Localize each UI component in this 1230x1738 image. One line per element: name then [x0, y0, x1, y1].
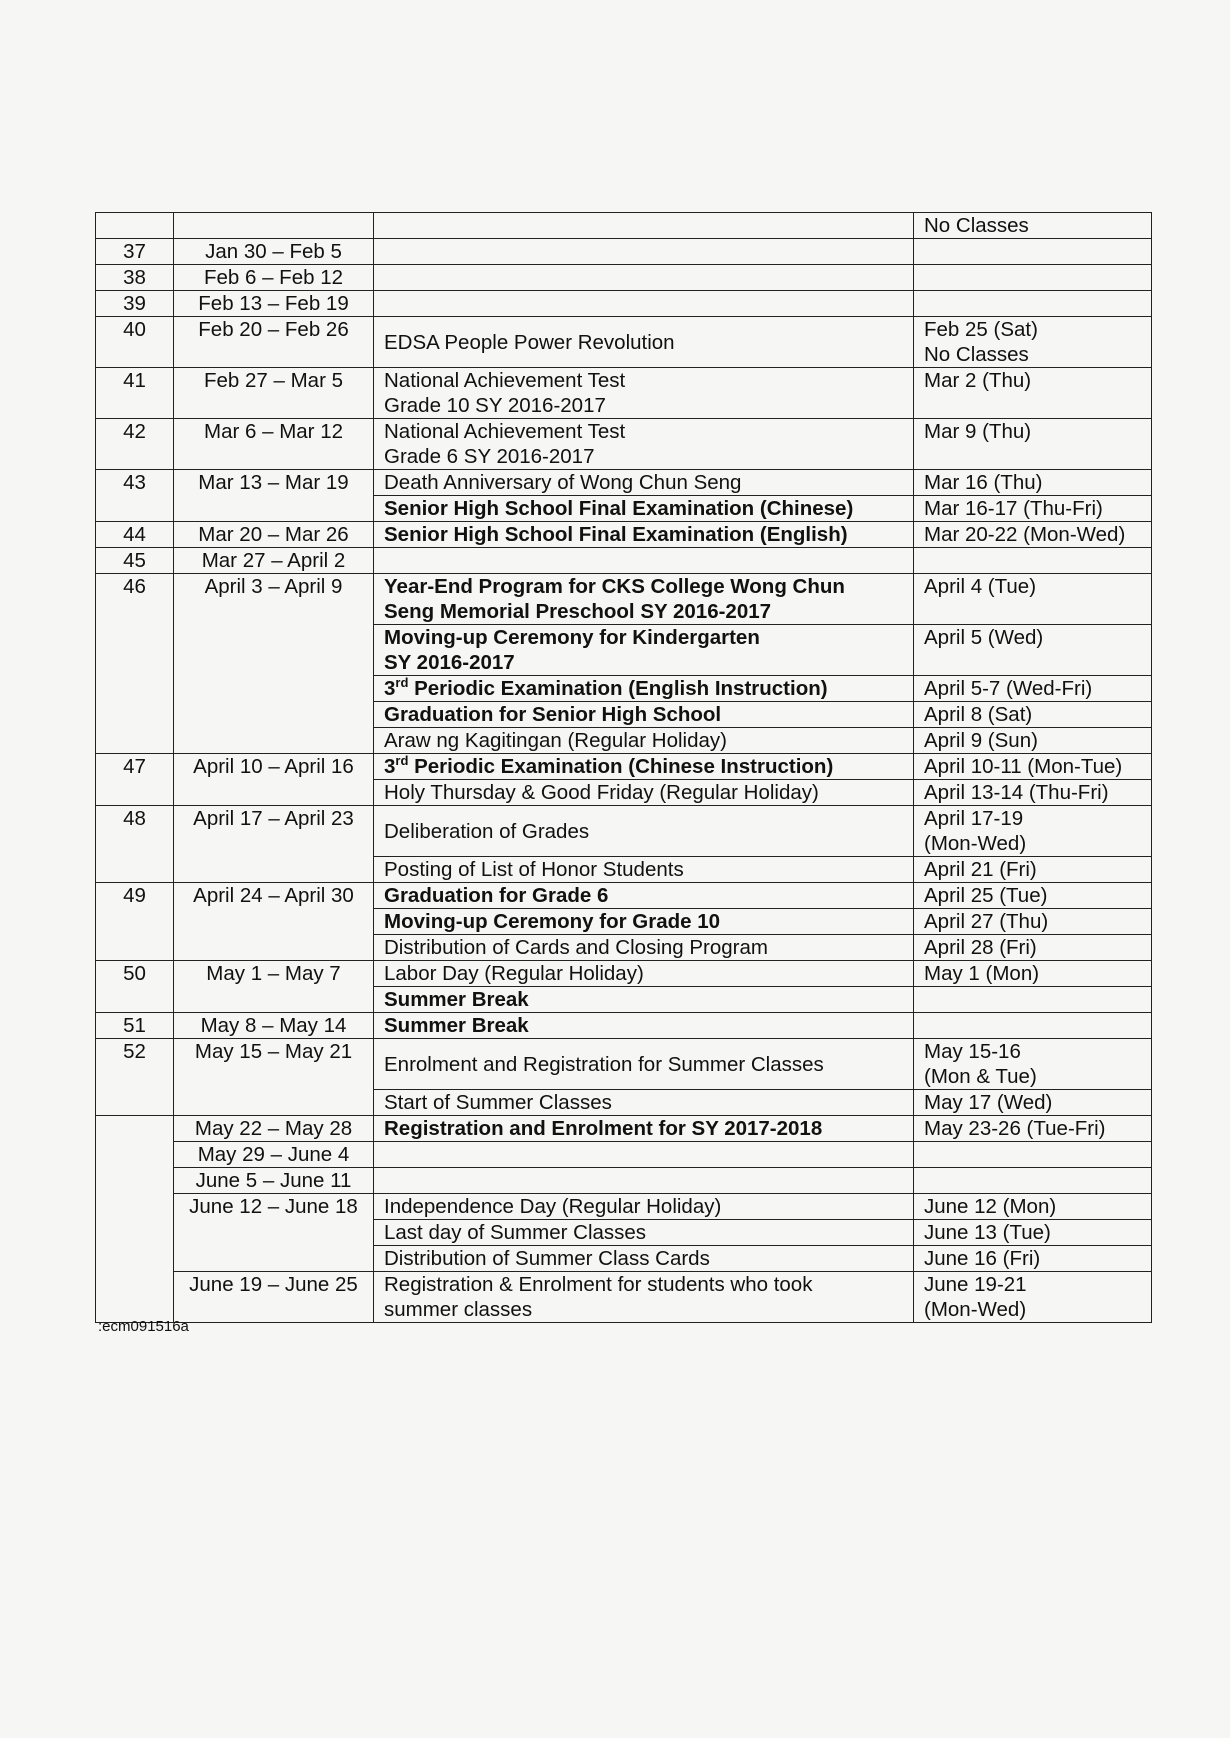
dates-cell: Mar 20 – Mar 26	[174, 522, 374, 548]
dates-cell: April 17 – April 23	[174, 806, 374, 883]
week-cell: 47	[96, 754, 174, 806]
dates-cell	[174, 213, 374, 239]
table-row	[96, 1194, 1152, 1220]
event-cell: Posting of List of Honor Students	[374, 857, 914, 883]
event-cell: Independence Day (Regular Holiday)	[374, 1194, 914, 1220]
date-cell: May 23-26 (Tue-Fri)	[914, 1116, 1152, 1142]
event-cell	[374, 754, 914, 780]
week-cell: 51	[96, 1013, 174, 1039]
dates-cell: May 22 – May 28	[174, 1116, 374, 1142]
week-cell: 49	[96, 883, 174, 961]
event-text: Periodic Examination (Chinese Instruction)	[408, 755, 834, 778]
event-line: summer classes	[384, 1298, 533, 1321]
date-cell	[914, 1013, 1152, 1039]
table-row	[96, 1142, 1152, 1168]
date-cell: Mar 20-22 (Mon-Wed)	[914, 522, 1152, 548]
week-cell: 40	[96, 317, 174, 368]
date-cell: April 5-7 (Wed-Fri)	[914, 676, 1152, 702]
event-cell	[374, 419, 914, 470]
table-row	[96, 522, 1152, 548]
table-row	[96, 1013, 1152, 1039]
date-cell: April 10-11 (Mon-Tue)	[914, 754, 1152, 780]
date-cell: June 12 (Mon)	[914, 1194, 1152, 1220]
dates-cell: June 12 – June 18	[174, 1194, 374, 1272]
event-line: Moving-up Ceremony for Kindergarten	[384, 626, 760, 649]
date-line: Feb 25 (Sat)	[924, 318, 1038, 341]
week-cell: 52	[96, 1039, 174, 1116]
table-row	[96, 1272, 1152, 1323]
event-cell	[374, 265, 914, 291]
table-row	[96, 1039, 1152, 1090]
dates-cell: Mar 6 – Mar 12	[174, 419, 374, 470]
dates-cell: Feb 27 – Mar 5	[174, 368, 374, 419]
dates-cell: Mar 27 – April 2	[174, 548, 374, 574]
table-row	[96, 239, 1152, 265]
date-cell	[914, 213, 1152, 239]
date-text: No Classes	[924, 214, 1029, 237]
event-line: National Achievement Test	[384, 369, 626, 392]
dates-cell: Feb 13 – Feb 19	[174, 291, 374, 317]
date-line: No Classes	[924, 343, 1029, 366]
date-cell: Mar 16 (Thu)	[914, 470, 1152, 496]
week-cell: 41	[96, 368, 174, 419]
date-cell	[914, 1039, 1152, 1090]
event-line: Grade 6 SY 2016-2017	[384, 445, 595, 468]
date-cell: June 16 (Fri)	[914, 1246, 1152, 1272]
table-row	[96, 368, 1152, 419]
event-cell	[374, 676, 914, 702]
date-cell: June 13 (Tue)	[914, 1220, 1152, 1246]
event-text: Periodic Examination (English Instruction)	[408, 677, 828, 700]
event-cell: Enrolment and Registration for Summer Classes	[374, 1039, 914, 1090]
week-cell: 38	[96, 265, 174, 291]
document-code: :ecm091516a	[98, 1318, 189, 1335]
date-cell: April 8 (Sat)	[914, 702, 1152, 728]
table-row	[96, 291, 1152, 317]
table-row	[96, 806, 1152, 857]
dates-cell: Mar 13 – Mar 19	[174, 470, 374, 522]
table-row	[96, 754, 1152, 780]
date-cell	[914, 239, 1152, 265]
date-line: (Mon-Wed)	[924, 1298, 1027, 1321]
date-cell: April 21 (Fri)	[914, 857, 1152, 883]
table-row	[96, 961, 1152, 987]
dates-cell: June 5 – June 11	[174, 1168, 374, 1194]
event-cell: Labor Day (Regular Holiday)	[374, 961, 914, 987]
event-cell	[374, 625, 914, 676]
event-cell	[374, 574, 914, 625]
table-row	[96, 883, 1152, 909]
date-cell: April 13-14 (Thu-Fri)	[914, 780, 1152, 806]
event-line: Grade 10 SY 2016-2017	[384, 394, 606, 417]
event-cell: Registration and Enrolment for SY 2017-2018	[374, 1116, 914, 1142]
date-line: June 19-21	[924, 1273, 1027, 1296]
date-line: (Mon-Wed)	[924, 832, 1027, 855]
event-cell	[374, 239, 914, 265]
event-line: Year-End Program for CKS College Wong Chun	[384, 575, 845, 598]
event-cell: Summer Break	[374, 987, 914, 1013]
event-text: 3	[384, 755, 396, 778]
ordinal-suffix: rd	[395, 675, 409, 691]
date-cell	[914, 548, 1152, 574]
table-row	[96, 470, 1152, 496]
event-cell	[374, 291, 914, 317]
week-cell: 48	[96, 806, 174, 883]
event-cell	[374, 213, 914, 239]
week-cell: 44	[96, 522, 174, 548]
event-cell: Graduation for Senior High School	[374, 702, 914, 728]
week-cell	[96, 1116, 174, 1323]
ordinal-suffix: rd	[395, 753, 409, 769]
dates-cell: May 29 – June 4	[174, 1142, 374, 1168]
date-line: April 17-19	[924, 807, 1024, 830]
date-cell: Mar 2 (Thu)	[914, 368, 1152, 419]
date-cell: April 28 (Fri)	[914, 935, 1152, 961]
table-row	[96, 1168, 1152, 1194]
event-cell	[374, 368, 914, 419]
table-row	[96, 1116, 1152, 1142]
event-cell: Graduation for Grade 6	[374, 883, 914, 909]
table-row	[96, 419, 1152, 470]
dates-cell: May 8 – May 14	[174, 1013, 374, 1039]
dates-cell: May 1 – May 7	[174, 961, 374, 1013]
event-line: Seng Memorial Preschool SY 2016-2017	[384, 600, 772, 623]
table-row	[96, 265, 1152, 291]
date-cell: Mar 16-17 (Thu-Fri)	[914, 496, 1152, 522]
date-cell: May 1 (Mon)	[914, 961, 1152, 987]
event-cell: Death Anniversary of Wong Chun Seng	[374, 470, 914, 496]
table-row	[96, 213, 1152, 239]
date-cell: April 5 (Wed)	[914, 625, 1152, 676]
week-cell: 46	[96, 574, 174, 754]
date-cell	[914, 265, 1152, 291]
dates-cell: April 24 – April 30	[174, 883, 374, 961]
date-line: (Mon & Tue)	[924, 1065, 1037, 1088]
event-cell: Moving-up Ceremony for Grade 10	[374, 909, 914, 935]
event-line: Registration & Enrolment for students who took	[384, 1273, 813, 1296]
week-cell: 37	[96, 239, 174, 265]
date-cell: Mar 9 (Thu)	[914, 419, 1152, 470]
event-cell: Summer Break	[374, 1013, 914, 1039]
date-cell	[914, 317, 1152, 368]
school-calendar-table	[95, 212, 1152, 1323]
week-cell: 42	[96, 419, 174, 470]
event-cell: Start of Summer Classes	[374, 1090, 914, 1116]
date-cell: April 4 (Tue)	[914, 574, 1152, 625]
week-cell: 45	[96, 548, 174, 574]
event-cell: EDSA People Power Revolution	[374, 317, 914, 368]
dates-cell: Feb 6 – Feb 12	[174, 265, 374, 291]
event-cell: Holy Thursday & Good Friday (Regular Holiday)	[374, 780, 914, 806]
dates-cell: Feb 20 – Feb 26	[174, 317, 374, 368]
date-cell: April 9 (Sun)	[914, 728, 1152, 754]
table-row	[96, 574, 1152, 625]
date-cell	[914, 291, 1152, 317]
date-cell	[914, 1272, 1152, 1323]
event-cell: Senior High School Final Examination (English)	[374, 522, 914, 548]
event-cell: Last day of Summer Classes	[374, 1220, 914, 1246]
event-cell: Deliberation of Grades	[374, 806, 914, 857]
dates-cell: May 15 – May 21	[174, 1039, 374, 1116]
date-cell: April 25 (Tue)	[914, 883, 1152, 909]
date-cell	[914, 1168, 1152, 1194]
date-cell	[914, 806, 1152, 857]
event-cell	[374, 1168, 914, 1194]
event-cell: Araw ng Kagitingan (Regular Holiday)	[374, 728, 914, 754]
event-cell	[374, 1272, 914, 1323]
date-cell: May 17 (Wed)	[914, 1090, 1152, 1116]
date-cell	[914, 1142, 1152, 1168]
week-cell: 50	[96, 961, 174, 1013]
event-cell	[374, 1142, 914, 1168]
week-cell: 39	[96, 291, 174, 317]
week-cell: 43	[96, 470, 174, 522]
event-line: SY 2016-2017	[384, 651, 515, 674]
date-line: May 15-16	[924, 1040, 1021, 1063]
event-cell: Distribution of Summer Class Cards	[374, 1246, 914, 1272]
dates-cell: June 19 – June 25	[174, 1272, 374, 1323]
event-cell: Senior High School Final Examination (Chinese)	[374, 496, 914, 522]
event-line: National Achievement Test	[384, 420, 626, 443]
dates-cell: April 10 – April 16	[174, 754, 374, 806]
dates-cell: April 3 – April 9	[174, 574, 374, 754]
event-text: 3	[384, 677, 396, 700]
table-row	[96, 548, 1152, 574]
dates-cell: Jan 30 – Feb 5	[174, 239, 374, 265]
week-cell	[96, 213, 174, 239]
event-cell: Distribution of Cards and Closing Program	[374, 935, 914, 961]
date-cell	[914, 987, 1152, 1013]
date-cell: April 27 (Thu)	[914, 909, 1152, 935]
event-cell	[374, 548, 914, 574]
table-row	[96, 317, 1152, 368]
